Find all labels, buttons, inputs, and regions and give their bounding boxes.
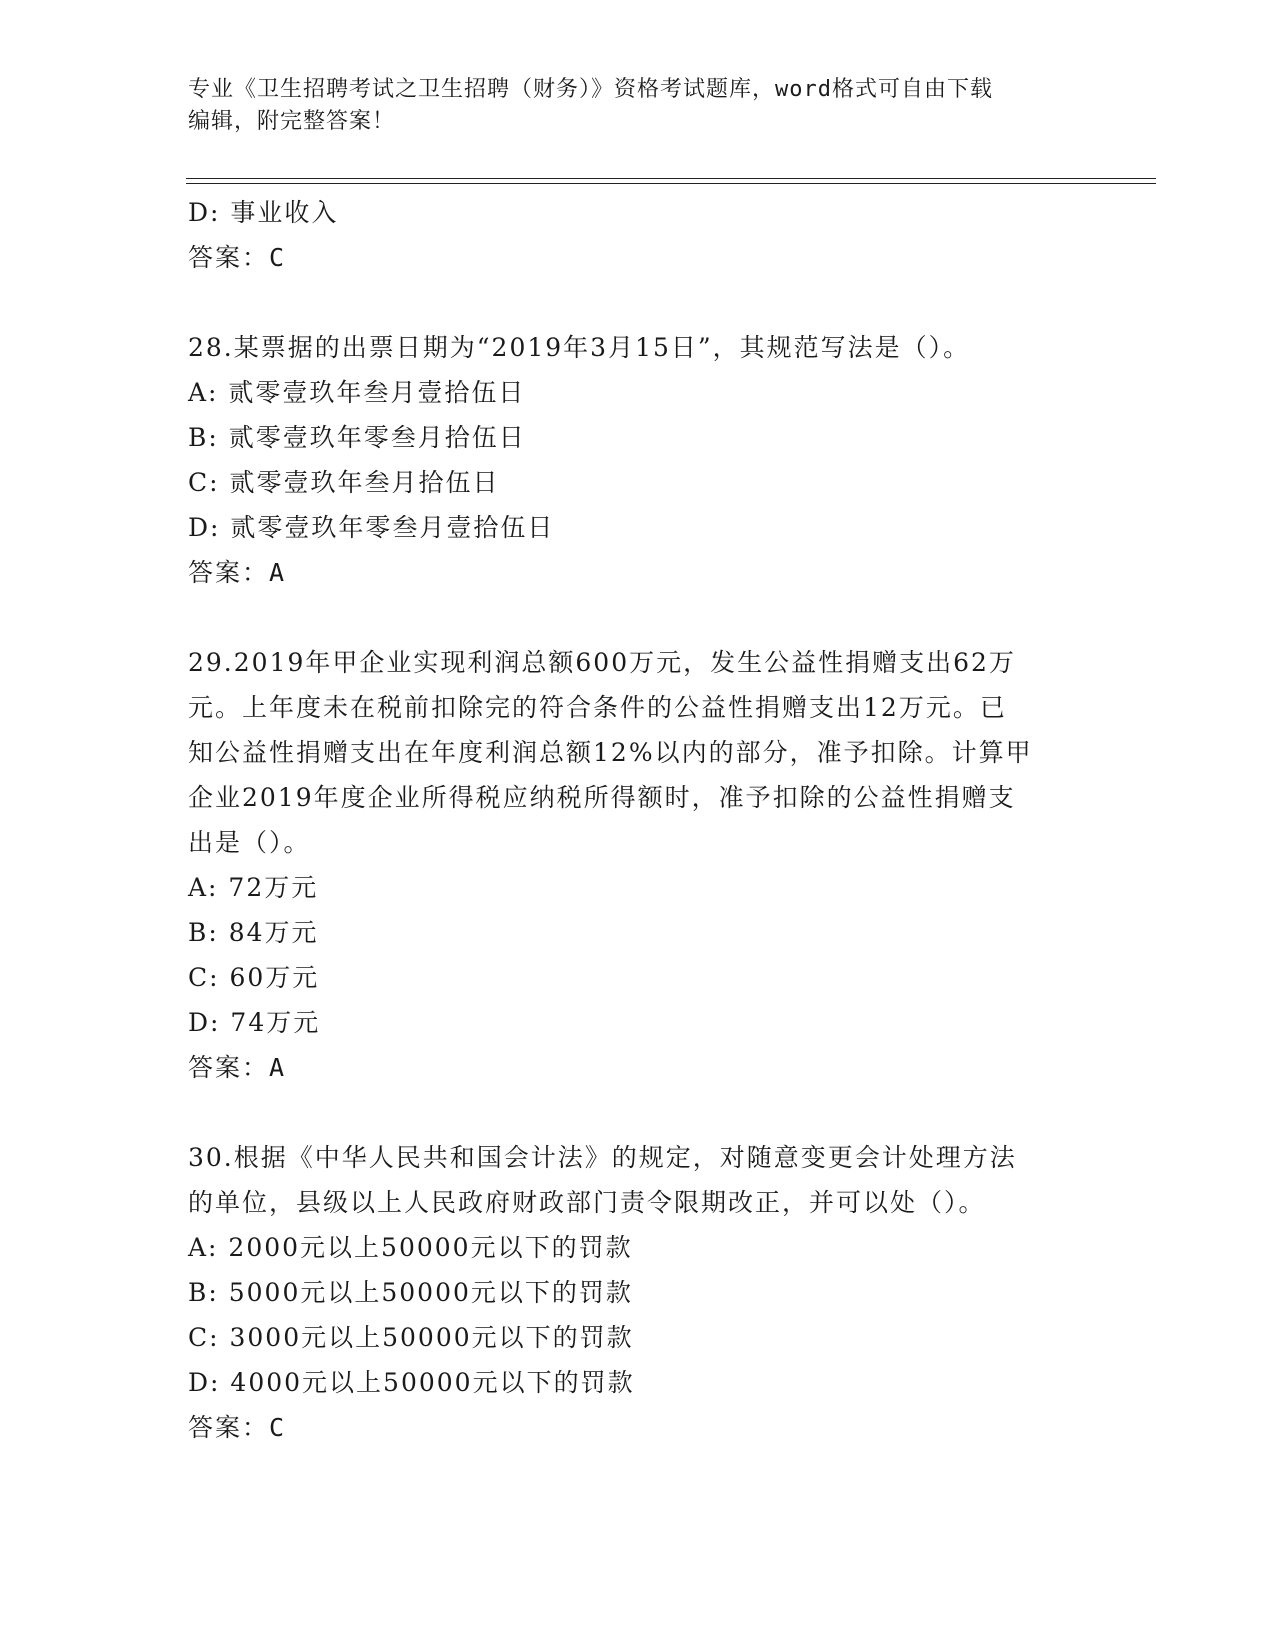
previous-question-tail — [188, 190, 1088, 280]
question-stem-line: 29.2019年甲企业实现利润总额600万元，发生公益性捐赠支出62万 — [188, 648, 1016, 677]
answer: 答案：A — [188, 558, 287, 587]
option-a: A: 72万元 — [188, 873, 319, 902]
option-b: B: 5000元以上50000元以下的罚款 — [188, 1278, 633, 1307]
option-d: D: 74万元 — [188, 1008, 321, 1037]
question-stem-line: 元。上年度未在税前扣除完的符合条件的公益性捐赠支出12万元。已 — [188, 693, 1007, 722]
question-stem-line: 出是（）。 — [188, 828, 311, 857]
question-stem-line: 的单位，县级以上人民政府财政部门责令限期改正，并可以处（）。 — [188, 1188, 986, 1217]
question-stem-line: 企业2019年度企业所得税应纳税所得额时，准予扣除的公益性捐赠支 — [188, 783, 1016, 812]
question-28 — [188, 325, 1088, 595]
option-d: D: 贰零壹玖年零叁月壹拾伍日 — [188, 513, 555, 542]
option-b: B: 84万元 — [188, 918, 319, 947]
document-header — [188, 74, 1088, 138]
option-a: A: 2000元以上50000元以下的罚款 — [188, 1233, 633, 1262]
question-30 — [188, 1135, 1088, 1450]
question-29 — [188, 640, 1088, 1090]
spacer — [188, 280, 1088, 325]
header-divider-bottom — [186, 183, 1156, 184]
question-list — [188, 190, 1088, 1450]
spacer — [188, 1090, 1088, 1135]
question-stem: 28.某票据的出票日期为“2019年3月15日”，其规范写法是（）。 — [188, 333, 971, 362]
header-divider-top — [186, 178, 1156, 179]
option-c: C: 贰零壹玖年叁月拾伍日 — [188, 468, 500, 497]
option-c: C: 3000元以上50000元以下的罚款 — [188, 1323, 634, 1352]
option-b: B: 贰零壹玖年零叁月拾伍日 — [188, 423, 526, 452]
answer: 答案：C — [188, 1413, 287, 1442]
spacer — [188, 595, 1088, 640]
option-d: D: 4000元以上50000元以下的罚款 — [188, 1368, 635, 1397]
option-d: D: 事业收入 — [188, 198, 339, 227]
answer: 答案：C — [188, 243, 287, 272]
option-a: A: 贰零壹玖年叁月壹拾伍日 — [188, 378, 526, 407]
option-c: C: 60万元 — [188, 963, 320, 992]
header-line-1: 专业《卫生招聘考试之卫生招聘（财务）》资格考试题库，word格式可自由下载 — [188, 77, 993, 102]
question-stem-line: 30.根据《中华人民共和国会计法》的规定，对随意变更会计处理方法 — [188, 1143, 1017, 1172]
question-stem-line: 知公益性捐赠支出在年度利润总额12%以内的部分，准予扣除。计算甲 — [188, 738, 1033, 767]
answer: 答案：A — [188, 1053, 287, 1082]
header-line-2: 编辑，附完整答案！ — [188, 109, 396, 134]
